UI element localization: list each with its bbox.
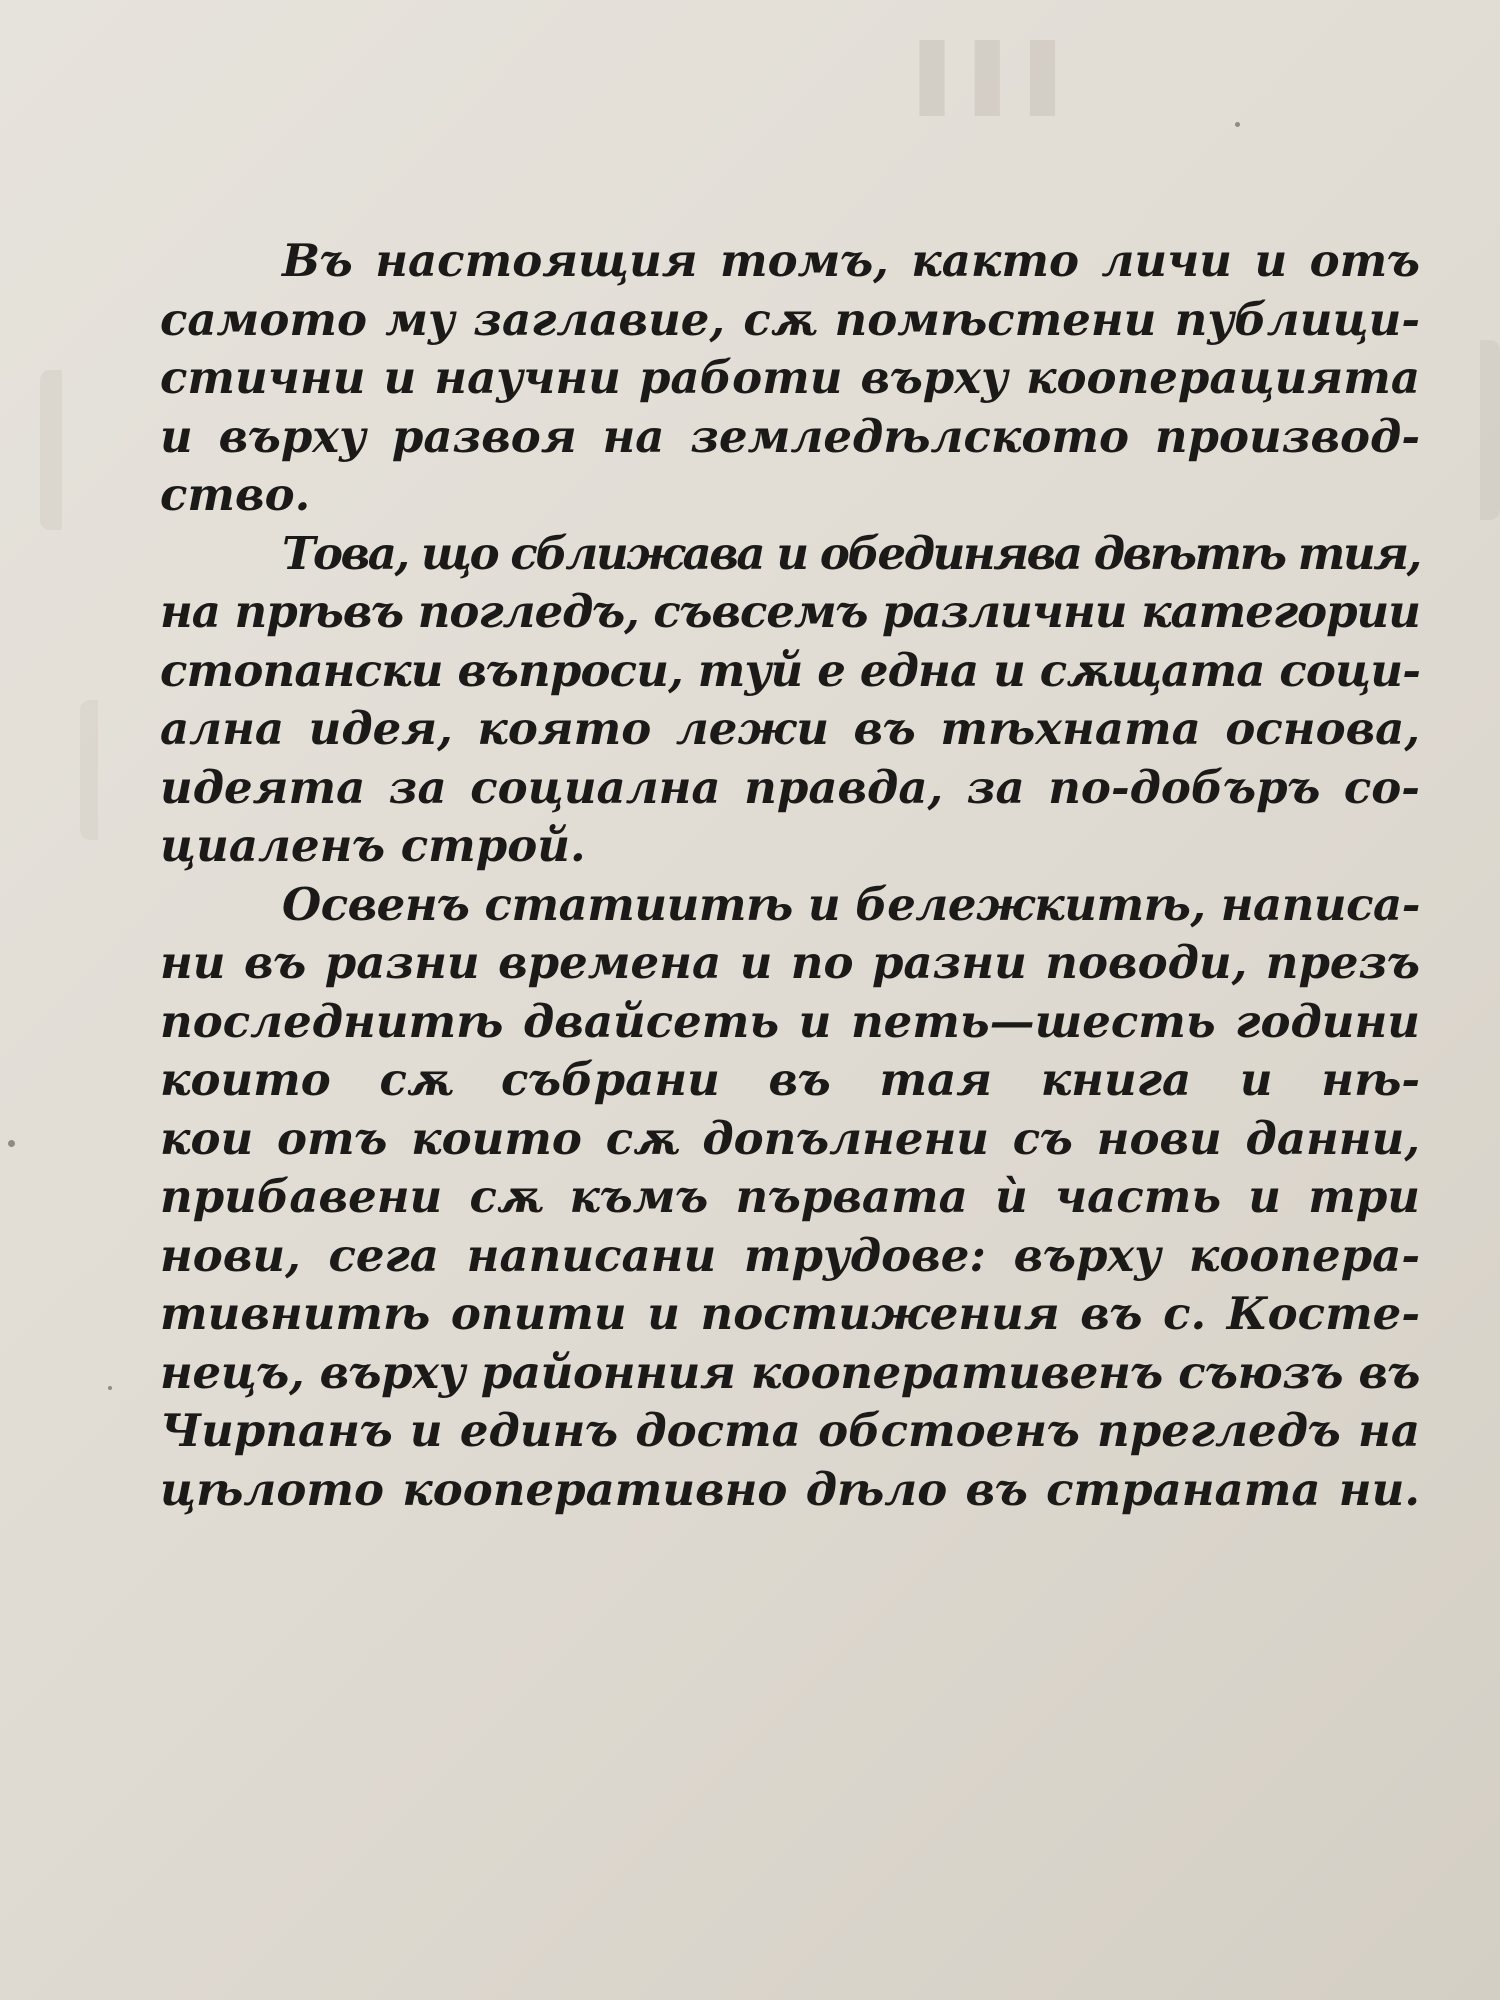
text-line: нови, сега написани трудове: върху коопера- — [160, 1228, 1420, 1282]
text-line: нецъ, върху районния кооперативенъ съюзъ въ — [160, 1345, 1421, 1399]
text-line: тивнитѣ опити и постижения въ с. Косте- — [160, 1287, 1420, 1340]
paper-speck — [1235, 122, 1240, 127]
paper-speck — [8, 1140, 15, 1147]
text-line: Това, що сближава и обединява двѣтѣ тия, — [282, 526, 1420, 580]
bleed-through-mark: ▌▌▌ — [920, 40, 1086, 115]
text-line: стични и научни работи върху кооперацията — [160, 351, 1420, 404]
paragraph-1 — [160, 232, 1420, 525]
text-line: на прѣвъ погледъ, съвсемъ различни категории — [160, 585, 1420, 638]
text-line: Освенъ статиитѣ и бележкитѣ, написа- — [282, 877, 1420, 931]
text-line: Чирпанъ и единъ доста обстоенъ прегледъ на — [160, 1404, 1420, 1457]
text-line: идеята за социална правда, за по-добъръ со- — [160, 760, 1420, 814]
text-line: прибавени сѫ къмъ първата ѝ часть и три — [160, 1170, 1420, 1223]
text-line: ство. — [160, 468, 311, 521]
text-line: циаленъ строй. — [160, 819, 586, 872]
text-line: Въ настоящия томъ, както личи и отъ — [282, 234, 1420, 287]
text-line: ална идея, която лежи въ тѣхната основа, — [160, 702, 1420, 755]
bleed-through-mark — [80, 700, 148, 840]
text-line: и върху развоя на земледѣлското производ- — [160, 409, 1420, 463]
text-line: самото му заглавие, сѫ помѣстени публици- — [160, 292, 1420, 346]
paper-speck — [108, 1386, 112, 1390]
text-line: последнитѣ двайсеть и петь—шесть години — [160, 994, 1420, 1048]
bleed-through-mark — [40, 370, 122, 530]
body-text — [160, 232, 1420, 1519]
bleed-through-mark — [1440, 340, 1500, 520]
text-line: цѣлото кооперативно дѣло въ страната ни. — [160, 1462, 1420, 1516]
text-line: стопански въпроси, туй е една и сѫщата соци- — [160, 643, 1421, 697]
text-line: ни въ разни времена и по разни поводи, презъ — [160, 936, 1420, 989]
paragraph-2 — [160, 525, 1420, 876]
text-line: кои отъ които сѫ допълнени съ нови данни, — [160, 1111, 1420, 1165]
text-line: които сѫ събрани въ тая книга и нѣ- — [160, 1053, 1420, 1106]
paragraph-3 — [160, 876, 1420, 1520]
